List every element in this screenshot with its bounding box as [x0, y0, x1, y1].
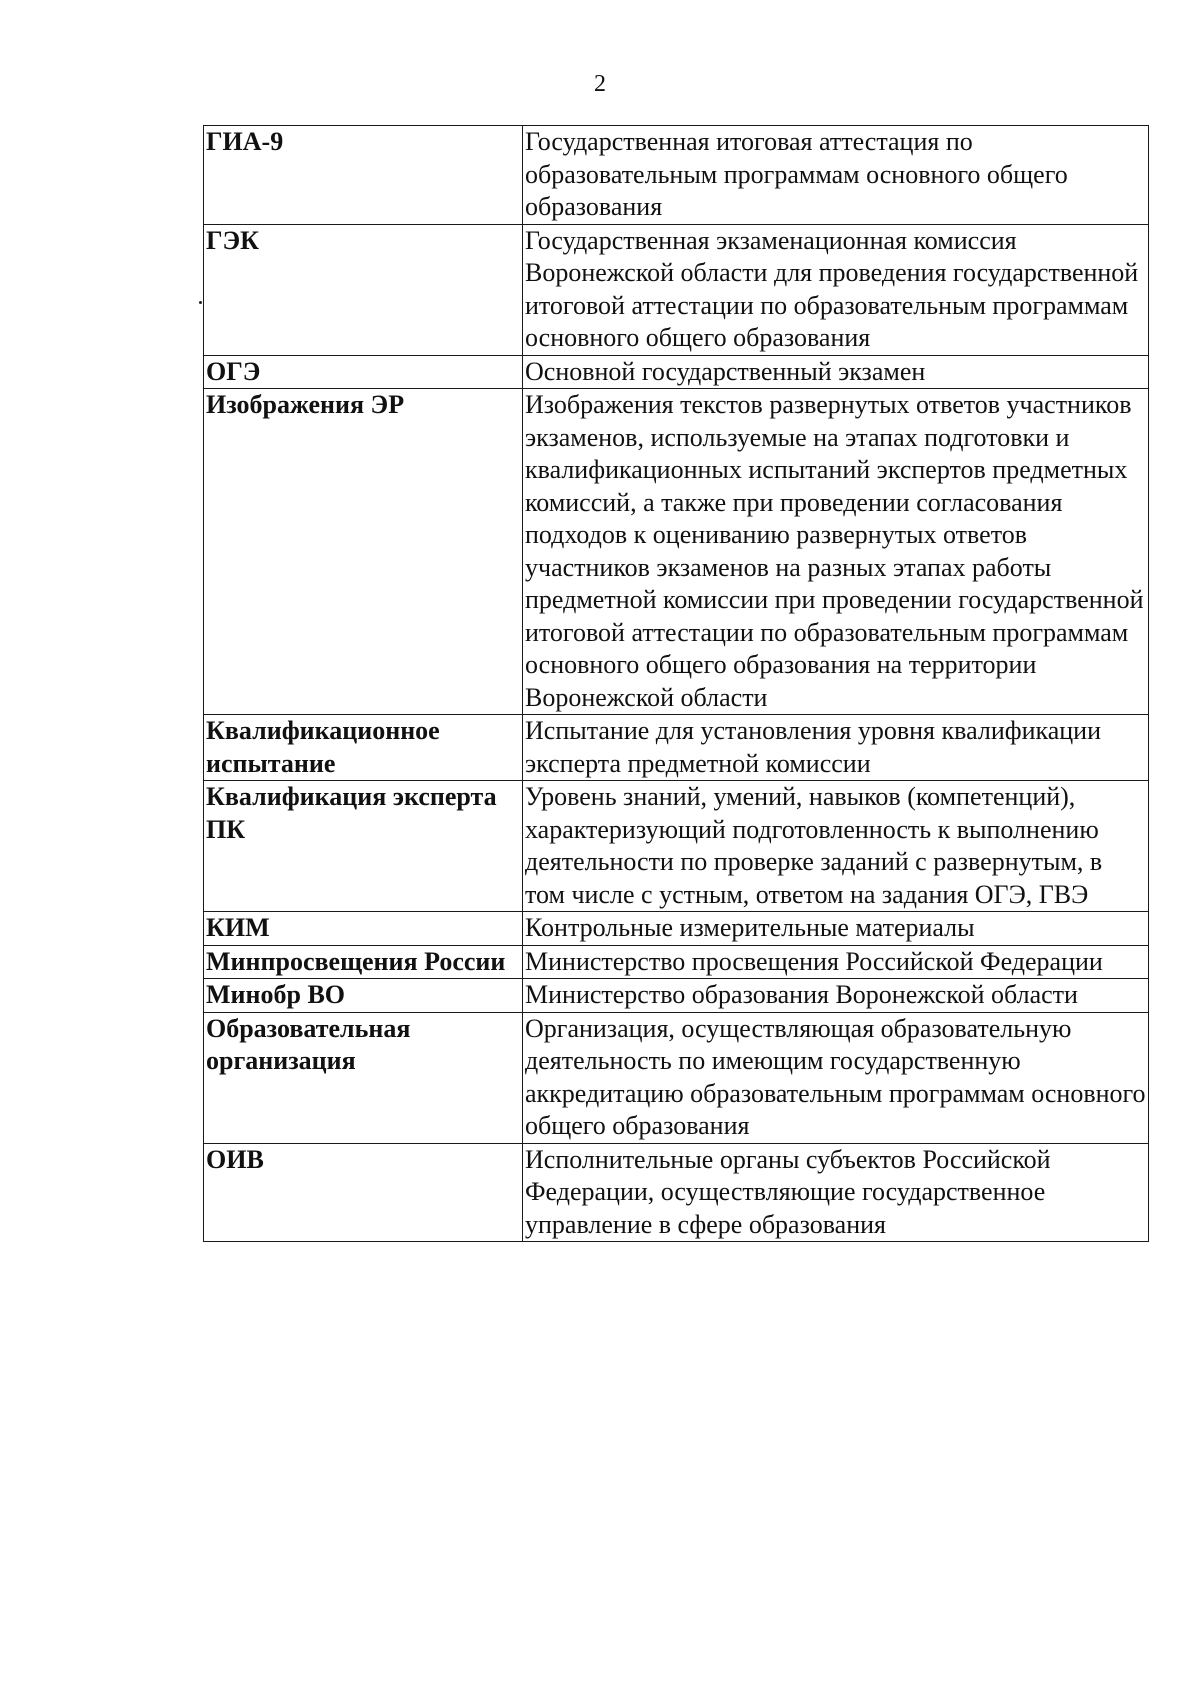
term-cell: КИМ	[204, 912, 523, 946]
definition-cell: Организация, осуществляющая образовательную деятельность по имеющим государственную аккредитацию образовательным программам основного общего образования	[523, 1012, 1149, 1143]
term-cell: Квалификационное испытание	[204, 715, 523, 781]
abbreviations-table	[203, 125, 1149, 1242]
table-row	[204, 945, 1149, 979]
table-row	[204, 355, 1149, 389]
table-row	[204, 1012, 1149, 1143]
definition-cell: Уровень знаний, умений, навыков (компетенций), характеризующий подготовленность к выполнению деятельности по проверке заданий с развернутым, в том числе с устным, ответом на задания ОГЭ, ГВЭ	[523, 781, 1149, 912]
term-cell: Минпросвещения России	[204, 945, 523, 979]
definition-cell: Министерство образования Воронежской области	[523, 979, 1149, 1013]
table-row	[204, 389, 1149, 715]
term-cell: Минобр ВО	[204, 979, 523, 1013]
table-row	[204, 715, 1149, 781]
term-cell: Квалификация эксперта ПК	[204, 781, 523, 912]
table-row	[204, 224, 1149, 355]
table-row	[204, 912, 1149, 946]
term-cell: ОИВ	[204, 1143, 523, 1242]
definition-cell: Министерство просвещения Российской Федерации	[523, 945, 1149, 979]
table-row	[204, 781, 1149, 912]
table-row	[204, 1143, 1149, 1242]
scan-speck	[199, 301, 202, 304]
term-cell: ГИА-9	[204, 126, 523, 225]
term-cell: ОГЭ	[204, 355, 523, 389]
term-cell: ГЭК	[204, 224, 523, 355]
table-row	[204, 126, 1149, 225]
definition-cell: Изображения текстов развернутых ответов участников экзаменов, используемые на этапах подготовки и квалификационных испытаний экспертов предметных комиссий, а также при проведении согласования подходов к оцениванию развернутых ответов участников экзаменов на разных этапах работы предметной комиссии при проведении государственной итоговой аттестации по образовательным программам основного общего образования на территории Воронежской области	[523, 389, 1149, 715]
term-cell: Образовательная организация	[204, 1012, 523, 1143]
page-number: 2	[594, 71, 606, 97]
definition-cell: Исполнительные органы субъектов Российской Федерации, осуществляющие государственное управление в сфере образования	[523, 1143, 1149, 1242]
definition-cell: Испытание для установления уровня квалификации эксперта предметной комиссии	[523, 715, 1149, 781]
definition-cell: Государственная итоговая аттестация по образовательным программам основного общего образования	[523, 126, 1149, 225]
term-cell: Изображения ЭР	[204, 389, 523, 715]
definition-cell: Контрольные измерительные материалы	[523, 912, 1149, 946]
definition-cell: Основной государственный экзамен	[523, 355, 1149, 389]
table-row	[204, 979, 1149, 1013]
definition-cell: Государственная экзаменационная комиссия Воронежской области для проведения государственной итоговой аттестации по образовательным программам основного общего образования	[523, 224, 1149, 355]
